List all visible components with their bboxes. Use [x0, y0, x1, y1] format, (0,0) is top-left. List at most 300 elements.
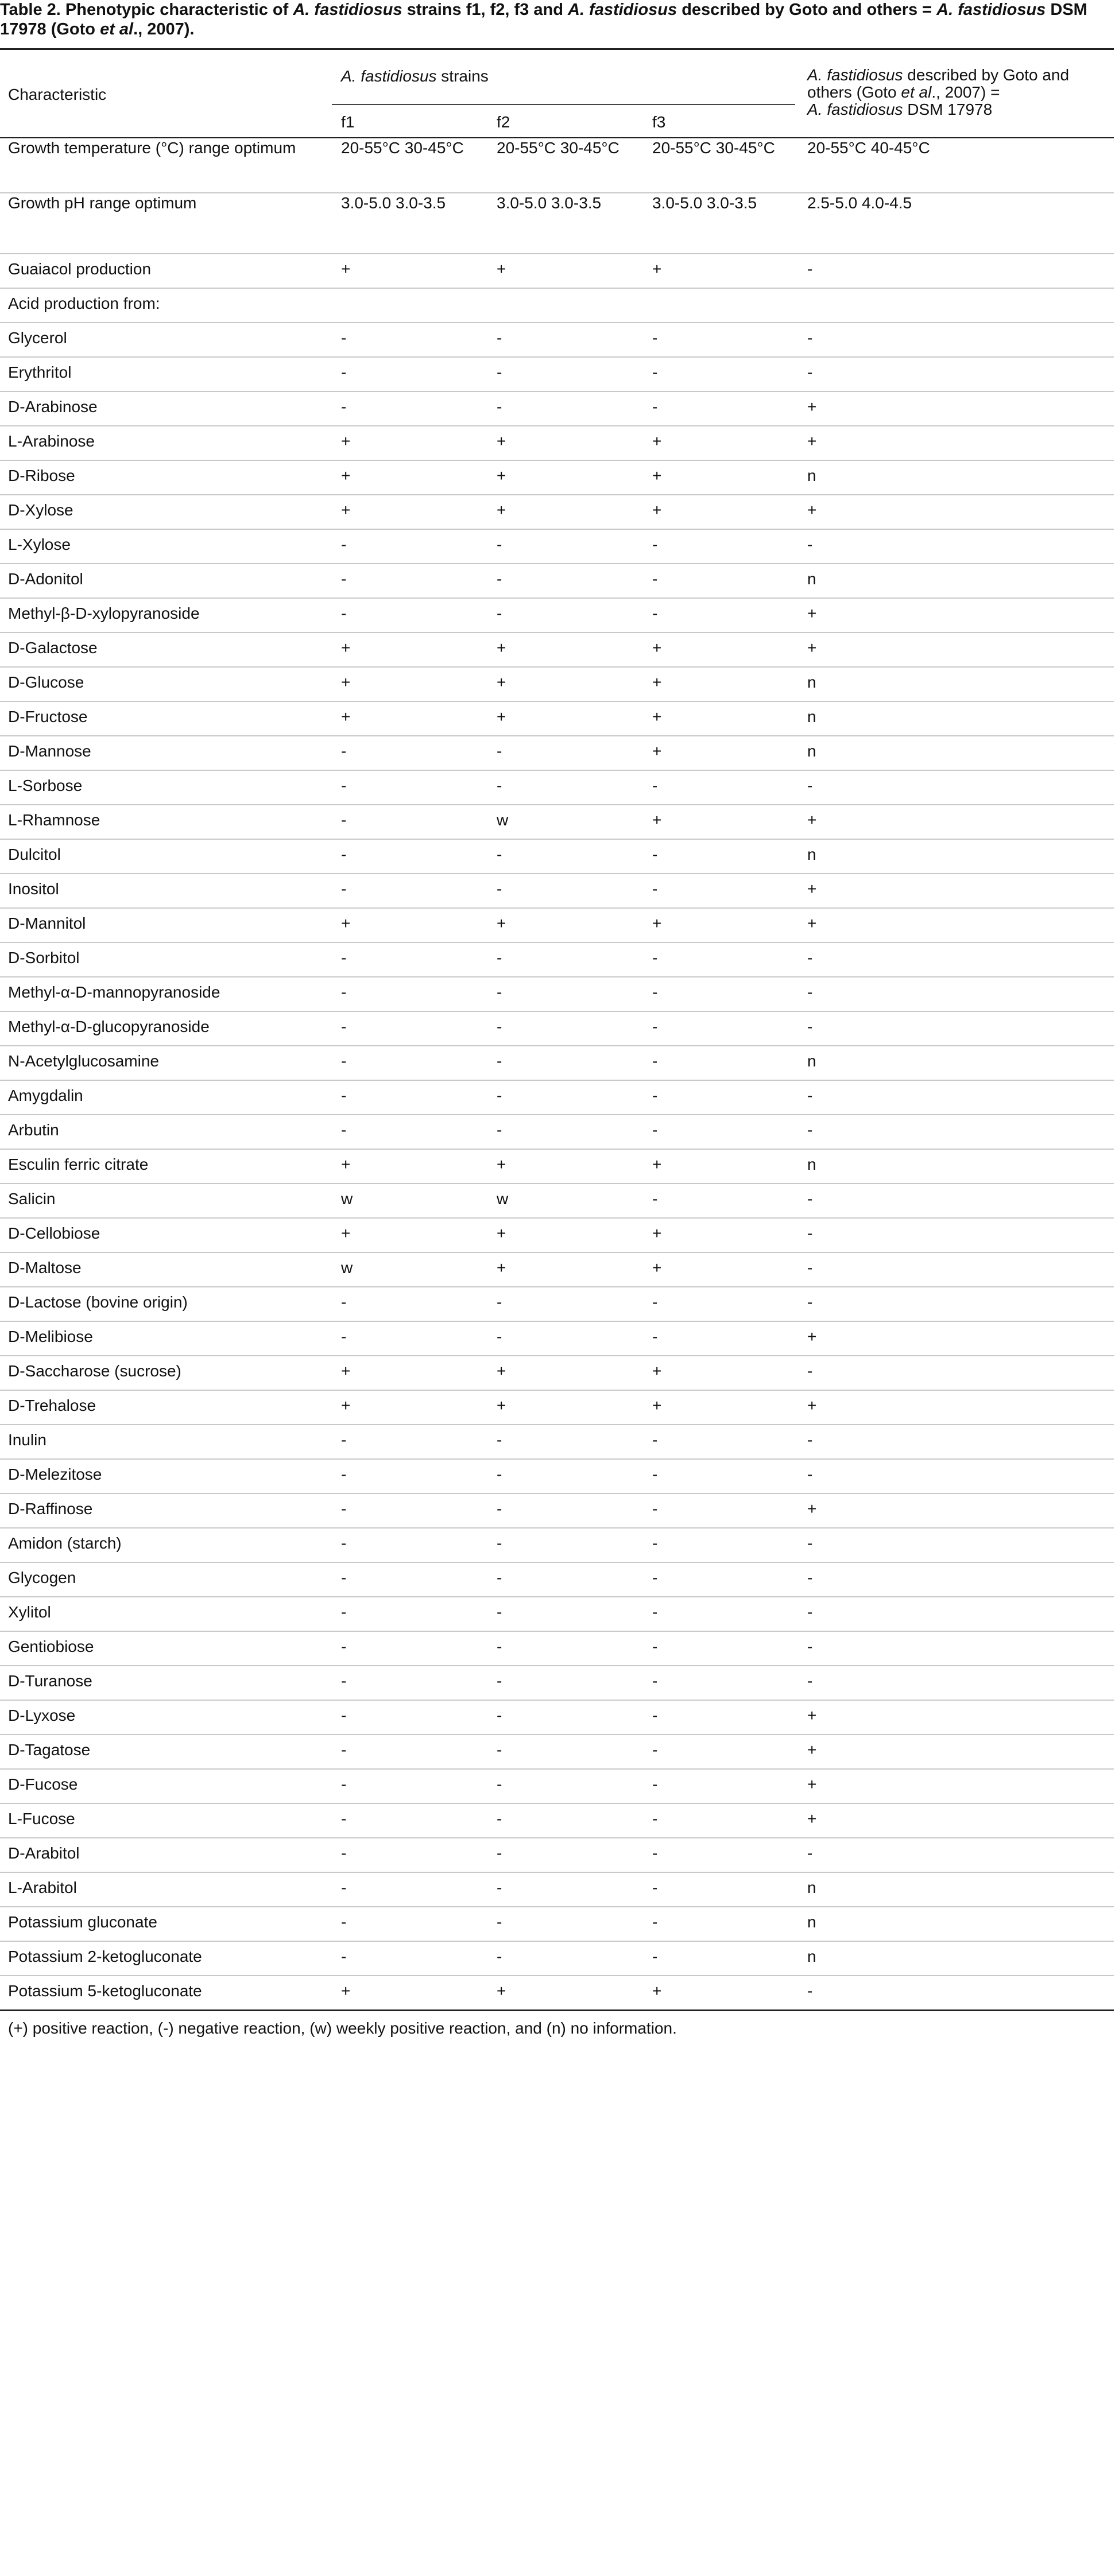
- caption-text: Table 2. Phenotypic characteristic of: [0, 1, 293, 19]
- table-body: [0, 138, 1114, 2011]
- row-characteristic: Amidon (starch): [8, 1534, 122, 1552]
- cell-goto: -: [807, 1982, 813, 2000]
- cell-goto: +: [807, 432, 817, 450]
- cell-f1: -: [341, 1844, 347, 1862]
- cell-goto: -: [807, 1362, 813, 1380]
- cell-f2: -: [497, 845, 502, 863]
- table-bottom-rule: [0, 2009, 1114, 2011]
- table-row: [0, 1460, 1114, 1494]
- cell-f2: -: [497, 880, 502, 898]
- row-characteristic: D-Arabitol: [8, 1844, 80, 1862]
- cell-f1: -: [341, 1775, 347, 1793]
- row-characteristic: D-Glucose: [8, 673, 84, 691]
- cell-goto: -: [807, 1431, 813, 1449]
- row-characteristic: D-Fucose: [8, 1775, 78, 1793]
- cell-f2: -: [497, 1879, 502, 1896]
- table-row: [0, 599, 1114, 633]
- row-characteristic: D-Lyxose: [8, 1706, 76, 1724]
- cell-goto: +: [807, 1775, 817, 1793]
- cell-f3: -: [652, 1775, 658, 1793]
- cell-f1: -: [341, 570, 347, 588]
- cell-f1: -: [341, 329, 347, 347]
- cell-f3: -: [652, 1431, 658, 1449]
- cell-f3: -: [652, 1190, 658, 1208]
- cell-f1: -: [341, 1018, 347, 1035]
- row-characteristic: D-Trehalose: [8, 1396, 96, 1414]
- table-row: [0, 1976, 1114, 2011]
- header-strains: [341, 67, 489, 86]
- table-row: [0, 1804, 1114, 1838]
- cell-f3: -: [652, 1879, 658, 1896]
- table-row: [0, 805, 1114, 840]
- row-characteristic: Methyl-α-D-mannopyranoside: [8, 983, 220, 1001]
- cell-f1: 20-55°C 30-45°C: [341, 139, 464, 157]
- cell-f2: +: [497, 1224, 506, 1242]
- cell-f2: -: [497, 1844, 502, 1862]
- cell-f2: -: [497, 1465, 502, 1483]
- table-row: [0, 495, 1114, 530]
- table-row: [0, 564, 1114, 599]
- cell-f3: -: [652, 1672, 658, 1690]
- cell-f1: -: [341, 1741, 347, 1759]
- cell-f3: +: [652, 708, 662, 726]
- cell-goto: +: [807, 604, 817, 622]
- header-strains-word: strains: [436, 67, 489, 85]
- cell-goto: +: [807, 914, 817, 932]
- table-row: [0, 1287, 1114, 1322]
- cell-f3: -: [652, 777, 658, 794]
- header-characteristic: Characteristic: [8, 86, 107, 103]
- cell-f3: -: [652, 1293, 658, 1311]
- row-characteristic: D-Mannitol: [8, 914, 86, 932]
- cell-f3: -: [652, 1810, 658, 1828]
- cell-f3: +: [652, 673, 662, 691]
- cell-goto: -: [807, 1018, 813, 1035]
- cell-f1: -: [341, 1603, 347, 1621]
- cell-goto: n: [807, 467, 816, 484]
- row-characteristic: Guaiacol production: [8, 260, 152, 278]
- cell-f2: -: [497, 983, 502, 1001]
- cell-f3: 3.0-5.0 3.0-3.5: [652, 194, 757, 212]
- cell-f2: -: [497, 1913, 502, 1931]
- cell-f2: -: [497, 329, 502, 347]
- cell-f3: +: [652, 639, 662, 657]
- cell-goto: n: [807, 845, 816, 863]
- table-footnote: (+) positive reaction, (-) negative reaction, (w) weekly positive reaction, and (n) no information.: [8, 2019, 677, 2037]
- table-row: [0, 358, 1114, 392]
- row-characteristic: Glycogen: [8, 1569, 76, 1586]
- cell-goto: -: [807, 983, 813, 1001]
- row-characteristic: D-Galactose: [8, 639, 98, 657]
- cell-f2: +: [497, 1982, 506, 2000]
- cell-f3: -: [652, 1018, 658, 1035]
- row-characteristic: D-Melibiose: [8, 1328, 93, 1345]
- cell-f3: -: [652, 570, 658, 588]
- row-characteristic: Inositol: [8, 880, 59, 898]
- cell-f1: -: [341, 604, 347, 622]
- cell-goto: +: [807, 1706, 817, 1724]
- cell-goto: -: [807, 260, 813, 278]
- cell-f3: -: [652, 1121, 658, 1139]
- cell-goto: -: [807, 949, 813, 967]
- cell-f1: +: [341, 639, 351, 657]
- row-characteristic: Dulcitol: [8, 845, 61, 863]
- cell-f3: -: [652, 536, 658, 553]
- cell-f2: +: [497, 467, 506, 484]
- table-row: [0, 1942, 1114, 1976]
- header-goto-line2: [807, 84, 1069, 101]
- table-row: [0, 840, 1114, 874]
- cell-f3: -: [652, 1706, 658, 1724]
- row-characteristic: Acid production from:: [8, 294, 160, 312]
- caption-text: strains f1, f2, f3 and: [402, 1, 568, 19]
- cell-f1: +: [341, 708, 351, 726]
- row-characteristic: Gentiobiose: [8, 1638, 94, 1655]
- header-goto-text: ., 2007) =: [931, 83, 1000, 101]
- table-row: [0, 1046, 1114, 1081]
- table-top-rule: [0, 48, 1114, 50]
- cell-f3: -: [652, 1638, 658, 1655]
- row-characteristic: N-Acetylglucosamine: [8, 1052, 159, 1070]
- cell-f2: -: [497, 1947, 502, 1965]
- table-row: [0, 530, 1114, 564]
- cell-f1: -: [341, 363, 347, 381]
- table-row: [0, 1391, 1114, 1425]
- row-characteristic: Arbutin: [8, 1121, 59, 1139]
- cell-f3: -: [652, 845, 658, 863]
- cell-goto: n: [807, 673, 816, 691]
- cell-f2: -: [497, 1328, 502, 1345]
- cell-f1: -: [341, 1465, 347, 1483]
- cell-f3: +: [652, 742, 662, 760]
- cell-goto: +: [807, 811, 817, 829]
- table-row: [0, 1012, 1114, 1046]
- cell-f2: +: [497, 260, 506, 278]
- cell-f1: 3.0-5.0 3.0-3.5: [341, 194, 446, 212]
- table-caption: [0, 0, 1114, 39]
- cell-f2: -: [497, 1500, 502, 1518]
- cell-goto: +: [807, 1741, 817, 1759]
- cell-f3: -: [652, 1052, 658, 1070]
- header-goto-etal: et al: [901, 83, 932, 101]
- cell-f3: -: [652, 1913, 658, 1931]
- row-characteristic: Inulin: [8, 1431, 47, 1449]
- cell-goto: -: [807, 1087, 813, 1104]
- cell-f3: -: [652, 1603, 658, 1621]
- cell-f2: 20-55°C 30-45°C: [497, 139, 619, 157]
- cell-f2: +: [497, 639, 506, 657]
- row-characteristic: L-Arabitol: [8, 1879, 77, 1896]
- cell-goto: -: [807, 1534, 813, 1552]
- cell-f1: +: [341, 914, 351, 932]
- table-row: [0, 943, 1114, 977]
- cell-f2: -: [497, 1775, 502, 1793]
- table-row: [0, 138, 1114, 193]
- cell-goto: -: [807, 363, 813, 381]
- row-characteristic: D-Melezitose: [8, 1465, 102, 1483]
- row-characteristic: L-Sorbose: [8, 777, 83, 794]
- cell-f3: -: [652, 1534, 658, 1552]
- cell-f2: -: [497, 1018, 502, 1035]
- cell-f2: -: [497, 1810, 502, 1828]
- table-row: [0, 461, 1114, 495]
- caption-text: DSM 17978 (Goto: [0, 1, 1087, 38]
- cell-f3: -: [652, 604, 658, 622]
- row-characteristic: D-Cellobiose: [8, 1224, 100, 1242]
- cell-goto: +: [807, 1500, 817, 1518]
- cell-f3: -: [652, 1947, 658, 1965]
- table-row: [0, 1597, 1114, 1632]
- table-row: [0, 193, 1114, 254]
- cell-f1: +: [341, 1224, 351, 1242]
- row-characteristic: D-Ribose: [8, 467, 75, 484]
- cell-f1: +: [341, 260, 351, 278]
- row-characteristic: D-Maltose: [8, 1259, 82, 1277]
- cell-f3: -: [652, 1087, 658, 1104]
- row-characteristic: Esculin ferric citrate: [8, 1155, 149, 1173]
- cell-goto: n: [807, 1052, 816, 1070]
- row-characteristic: Growth temperature (°C) range optimum: [8, 139, 296, 157]
- cell-f3: -: [652, 949, 658, 967]
- table-row: [0, 1322, 1114, 1356]
- cell-f1: +: [341, 1396, 351, 1414]
- cell-goto: n: [807, 1155, 816, 1173]
- cell-f1: -: [341, 777, 347, 794]
- table-row: [0, 702, 1114, 736]
- cell-f1: -: [341, 1087, 347, 1104]
- header-goto-line3: [807, 101, 1069, 118]
- cell-goto: n: [807, 742, 816, 760]
- row-characteristic: D-Turanose: [8, 1672, 92, 1690]
- cell-f3: +: [652, 1259, 662, 1277]
- cell-f3: -: [652, 1844, 658, 1862]
- cell-f3: +: [652, 1155, 662, 1173]
- cell-f3: +: [652, 914, 662, 932]
- row-characteristic: Growth pH range optimum: [8, 194, 197, 212]
- cell-f2: -: [497, 604, 502, 622]
- cell-f1: +: [341, 467, 351, 484]
- cell-f2: -: [497, 1672, 502, 1690]
- cell-f2: +: [497, 501, 506, 519]
- table-row: [0, 1081, 1114, 1115]
- row-characteristic: Salicin: [8, 1190, 56, 1208]
- cell-f1: -: [341, 983, 347, 1001]
- cell-f3: 20-55°C 30-45°C: [652, 139, 775, 157]
- cell-f2: +: [497, 914, 506, 932]
- cell-f2: -: [497, 742, 502, 760]
- cell-goto: -: [807, 1465, 813, 1483]
- table-row: [0, 254, 1114, 289]
- cell-goto: -: [807, 1672, 813, 1690]
- cell-f3: -: [652, 329, 658, 347]
- table-row: [0, 668, 1114, 702]
- cell-f3: +: [652, 1362, 662, 1380]
- table-row: [0, 633, 1114, 668]
- cell-goto: 2.5-5.0 4.0-4.5: [807, 194, 912, 212]
- cell-goto: -: [807, 777, 813, 794]
- cell-f2: -: [497, 1121, 502, 1139]
- cell-f2: +: [497, 432, 506, 450]
- cell-f1: -: [341, 811, 347, 829]
- cell-f2: -: [497, 398, 502, 416]
- table-row: [0, 736, 1114, 771]
- row-characteristic: D-Arabinose: [8, 398, 98, 416]
- cell-f1: -: [341, 1052, 347, 1070]
- table-row: [0, 1150, 1114, 1184]
- row-characteristic: Methyl-α-D-glucopyranoside: [8, 1018, 210, 1035]
- table-row: [0, 977, 1114, 1012]
- table-row: [0, 1563, 1114, 1597]
- table-row: [0, 1219, 1114, 1253]
- row-characteristic: D-Mannose: [8, 742, 91, 760]
- cell-f1: w: [341, 1190, 353, 1208]
- table-row: [0, 1528, 1114, 1563]
- row-characteristic: D-Sorbitol: [8, 949, 80, 967]
- cell-f3: -: [652, 983, 658, 1001]
- cell-goto: n: [807, 1913, 816, 1931]
- cell-goto: -: [807, 1603, 813, 1621]
- cell-f1: -: [341, 880, 347, 898]
- table-row: [0, 289, 1114, 323]
- cell-f2: w: [497, 811, 509, 829]
- table-row: [0, 909, 1114, 943]
- row-characteristic: D-Tagatose: [8, 1741, 91, 1759]
- row-characteristic: Potassium gluconate: [8, 1913, 157, 1931]
- table-row: [0, 1494, 1114, 1528]
- cell-f1: -: [341, 1672, 347, 1690]
- table-row: [0, 1907, 1114, 1942]
- cell-f1: -: [341, 845, 347, 863]
- cell-f3: -: [652, 880, 658, 898]
- row-characteristic: Amygdalin: [8, 1087, 83, 1104]
- table-row: [0, 1356, 1114, 1391]
- cell-f3: -: [652, 1465, 658, 1483]
- cell-f2: -: [497, 949, 502, 967]
- cell-f1: -: [341, 536, 347, 553]
- table-row: [0, 874, 1114, 909]
- cell-f2: -: [497, 1603, 502, 1621]
- cell-goto: +: [807, 398, 817, 416]
- cell-f2: -: [497, 777, 502, 794]
- cell-f3: -: [652, 1500, 658, 1518]
- cell-goto: n: [807, 570, 816, 588]
- cell-goto: n: [807, 708, 816, 726]
- caption-text: ., 2007).: [133, 20, 195, 38]
- cell-f2: -: [497, 1534, 502, 1552]
- cell-f2: w: [497, 1190, 509, 1208]
- header-goto-text: described by Goto and: [903, 66, 1070, 84]
- row-characteristic: Xylitol: [8, 1603, 51, 1621]
- cell-goto: +: [807, 501, 817, 519]
- cell-f3: -: [652, 1741, 658, 1759]
- cell-f1: -: [341, 1879, 347, 1896]
- cell-goto: -: [807, 1569, 813, 1586]
- cell-f3: -: [652, 1328, 658, 1345]
- cell-f2: -: [497, 1569, 502, 1586]
- cell-f2: -: [497, 1087, 502, 1104]
- cell-f2: +: [497, 1362, 506, 1380]
- cell-goto: +: [807, 880, 817, 898]
- cell-goto: -: [807, 1844, 813, 1862]
- cell-f3: +: [652, 811, 662, 829]
- caption-species: A. fastidiosus: [568, 1, 677, 19]
- cell-f3: +: [652, 1396, 662, 1414]
- cell-f1: -: [341, 1328, 347, 1345]
- row-characteristic: Erythritol: [8, 363, 72, 381]
- row-characteristic: Potassium 2-ketogluconate: [8, 1947, 202, 1965]
- header-goto-text: others (Goto: [807, 83, 901, 101]
- caption-etal: et al: [100, 20, 134, 38]
- cell-f2: -: [497, 1431, 502, 1449]
- cell-f1: -: [341, 1810, 347, 1828]
- header-goto: [807, 67, 1069, 118]
- row-characteristic: D-Xylose: [8, 501, 73, 519]
- cell-goto: -: [807, 1293, 813, 1311]
- table-row: [0, 323, 1114, 358]
- cell-f1: +: [341, 1155, 351, 1173]
- cell-goto: +: [807, 639, 817, 657]
- cell-f1: -: [341, 1706, 347, 1724]
- row-characteristic: D-Lactose (bovine origin): [8, 1293, 188, 1311]
- row-characteristic: L-Arabinose: [8, 432, 95, 450]
- cell-f1: -: [341, 1293, 347, 1311]
- cell-f2: +: [497, 1396, 506, 1414]
- header-goto-species: A. fastidiosus: [807, 66, 903, 84]
- cell-f2: -: [497, 1638, 502, 1655]
- cell-f2: 3.0-5.0 3.0-3.5: [497, 194, 602, 212]
- cell-f1: +: [341, 1982, 351, 2000]
- row-characteristic: D-Fructose: [8, 708, 88, 726]
- row-characteristic: L-Rhamnose: [8, 811, 100, 829]
- header-strains-rule: [332, 104, 795, 105]
- header-f2: f2: [497, 113, 510, 131]
- cell-f1: -: [341, 1913, 347, 1931]
- cell-goto: -: [807, 1121, 813, 1139]
- cell-f2: -: [497, 1293, 502, 1311]
- table-row: [0, 1873, 1114, 1907]
- cell-f2: -: [497, 536, 502, 553]
- cell-goto: +: [807, 1396, 817, 1414]
- cell-goto: -: [807, 1638, 813, 1655]
- table-row: [0, 1666, 1114, 1701]
- cell-goto: -: [807, 1224, 813, 1242]
- row-characteristic: Methyl-β-D-xylopyranoside: [8, 604, 200, 622]
- cell-goto: -: [807, 536, 813, 553]
- cell-f3: +: [652, 501, 662, 519]
- cell-f1: -: [341, 398, 347, 416]
- cell-f1: +: [341, 501, 351, 519]
- cell-goto: -: [807, 329, 813, 347]
- cell-goto: 20-55°C 40-45°C: [807, 139, 930, 157]
- cell-f3: +: [652, 1224, 662, 1242]
- cell-goto: n: [807, 1947, 816, 1965]
- cell-f1: -: [341, 949, 347, 967]
- cell-f3: -: [652, 363, 658, 381]
- cell-f1: +: [341, 432, 351, 450]
- header-strains-species: A. fastidiosus: [341, 67, 437, 85]
- cell-f1: +: [341, 1362, 351, 1380]
- cell-f2: -: [497, 570, 502, 588]
- cell-f1: -: [341, 1500, 347, 1518]
- cell-f2: -: [497, 1706, 502, 1724]
- cell-f1: -: [341, 1947, 347, 1965]
- caption-species: A. fastidiosus: [936, 1, 1046, 19]
- cell-goto: +: [807, 1328, 817, 1345]
- caption-text: described by Goto and others =: [677, 1, 937, 19]
- cell-f1: w: [341, 1259, 353, 1277]
- header-goto-species: A. fastidiosus: [807, 100, 903, 118]
- table-row: [0, 1253, 1114, 1287]
